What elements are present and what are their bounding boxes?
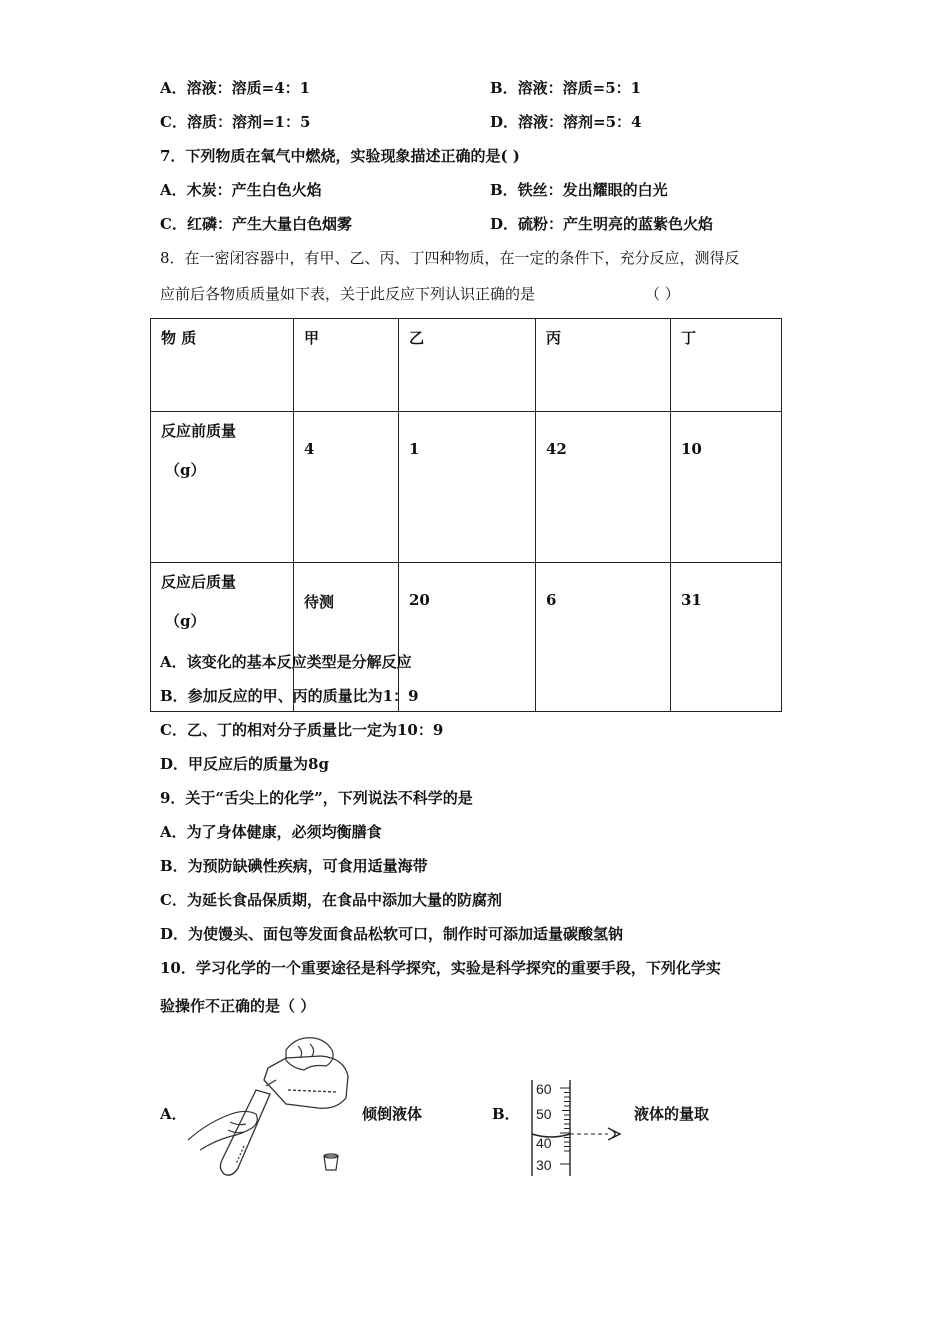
q8-stem-line1: 8．在一密闭容器中，有甲、乙、丙、丁四种物质，在一定的条件下，充分反应，测得反 xyxy=(160,249,740,267)
table-cell: 1 xyxy=(399,412,536,563)
q10-option-a-label: A． xyxy=(160,1105,187,1123)
q9-option-a: A．为了身体健康，必须均衡膳食 xyxy=(160,823,382,841)
table-header-cell: 乙 xyxy=(399,319,536,412)
table-row-label: 反应前质量 （g） xyxy=(151,412,294,563)
tick-label: 30 xyxy=(536,1157,552,1173)
q7-option-d: D．硫粉：产生明亮的蓝紫色火焰 xyxy=(490,215,714,233)
q8-option-b: B．参加反应的甲、丙的质量比为1：9 xyxy=(160,687,419,705)
table-cell: 20 xyxy=(399,563,536,712)
table-cell: 4 xyxy=(294,412,399,563)
q7-option-c: C．红磷：产生大量白色烟雾 xyxy=(160,215,352,233)
q6-option-c: C．溶质：溶剂=1：5 xyxy=(160,113,311,131)
table-row-label: 反应后质量 （g） xyxy=(151,563,294,712)
table-header-cell: 丁 xyxy=(671,319,782,412)
q6-option-a: A．溶液：溶质=4：1 xyxy=(160,79,311,97)
tick-label: 40 xyxy=(536,1135,552,1151)
q9-stem: 9．关于“舌尖上的化学”，下列说法不科学的是 xyxy=(160,789,473,807)
q6-option-d: D．溶液：溶剂=5：4 xyxy=(490,113,642,131)
q9-option-d: D．为使馒头、面包等发面食品松软可口，制作时可添加适量碳酸氢钠 xyxy=(160,925,624,943)
q8-option-c: C．乙、丁的相对分子质量比一定为10：9 xyxy=(160,721,444,739)
hand-icon xyxy=(286,1038,333,1070)
hand-icon xyxy=(188,1111,257,1150)
table-cell: 6 xyxy=(536,563,671,712)
q10-option-a-caption: 倾倒液体 xyxy=(362,1105,423,1123)
table-cell: 31 xyxy=(671,563,782,712)
q8-stem-line2: 应前后各物质质量如下表，关于此反应下列认识正确的是 xyxy=(160,285,536,303)
table-cell: 42 xyxy=(536,412,671,563)
q10-option-b-caption: 液体的量取 xyxy=(634,1105,710,1123)
q7-stem: 7．下列物质在氧气中燃烧，实验现象描述正确的是( ) xyxy=(160,147,520,165)
q6-option-b: B．溶液：溶质=5：1 xyxy=(490,79,642,97)
table-cell: 10 xyxy=(671,412,782,563)
graduated-cylinder-illustration xyxy=(526,1076,636,1180)
table-row-before xyxy=(151,412,782,563)
tick-label: 60 xyxy=(536,1081,552,1097)
eye-icon xyxy=(608,1128,620,1140)
q8-option-d: D．甲反应后的质量为8g xyxy=(160,755,329,773)
q9-option-b: B．为预防缺碘性疾病，可食用适量海带 xyxy=(160,857,428,875)
q10-option-b-label: B． xyxy=(492,1105,520,1123)
table-header-cell: 甲 xyxy=(294,319,399,412)
reagent-bottle-icon xyxy=(264,1056,348,1108)
q7-option-a: A．木炭：产生白色火焰 xyxy=(160,181,322,199)
q7-option-b: B．铁丝：发出耀眼的白光 xyxy=(490,181,668,199)
test-tube-icon xyxy=(220,1090,270,1175)
stopper-icon xyxy=(324,1154,338,1170)
table-header-cell: 物 质 xyxy=(151,319,294,412)
pouring-liquid-illustration xyxy=(186,1028,356,1178)
tick-label: 50 xyxy=(536,1106,552,1122)
table-cell: 待测 xyxy=(294,563,399,712)
q8-answer-paren: （ ） xyxy=(645,285,680,303)
q10-stem-line1: 10．学习化学的一个重要途径是科学探究，实验是科学探究的重要手段，下列化学实 xyxy=(160,959,721,977)
q10-stem-line2: 验操作不正确的是（ ） xyxy=(160,997,316,1015)
table-header-cell: 丙 xyxy=(536,319,671,412)
q8-option-a: A．该变化的基本反应类型是分解反应 xyxy=(160,653,412,671)
q9-option-c: C．为延长食品保质期，在食品中添加大量的防腐剂 xyxy=(160,891,502,909)
table-header-row xyxy=(151,319,782,412)
